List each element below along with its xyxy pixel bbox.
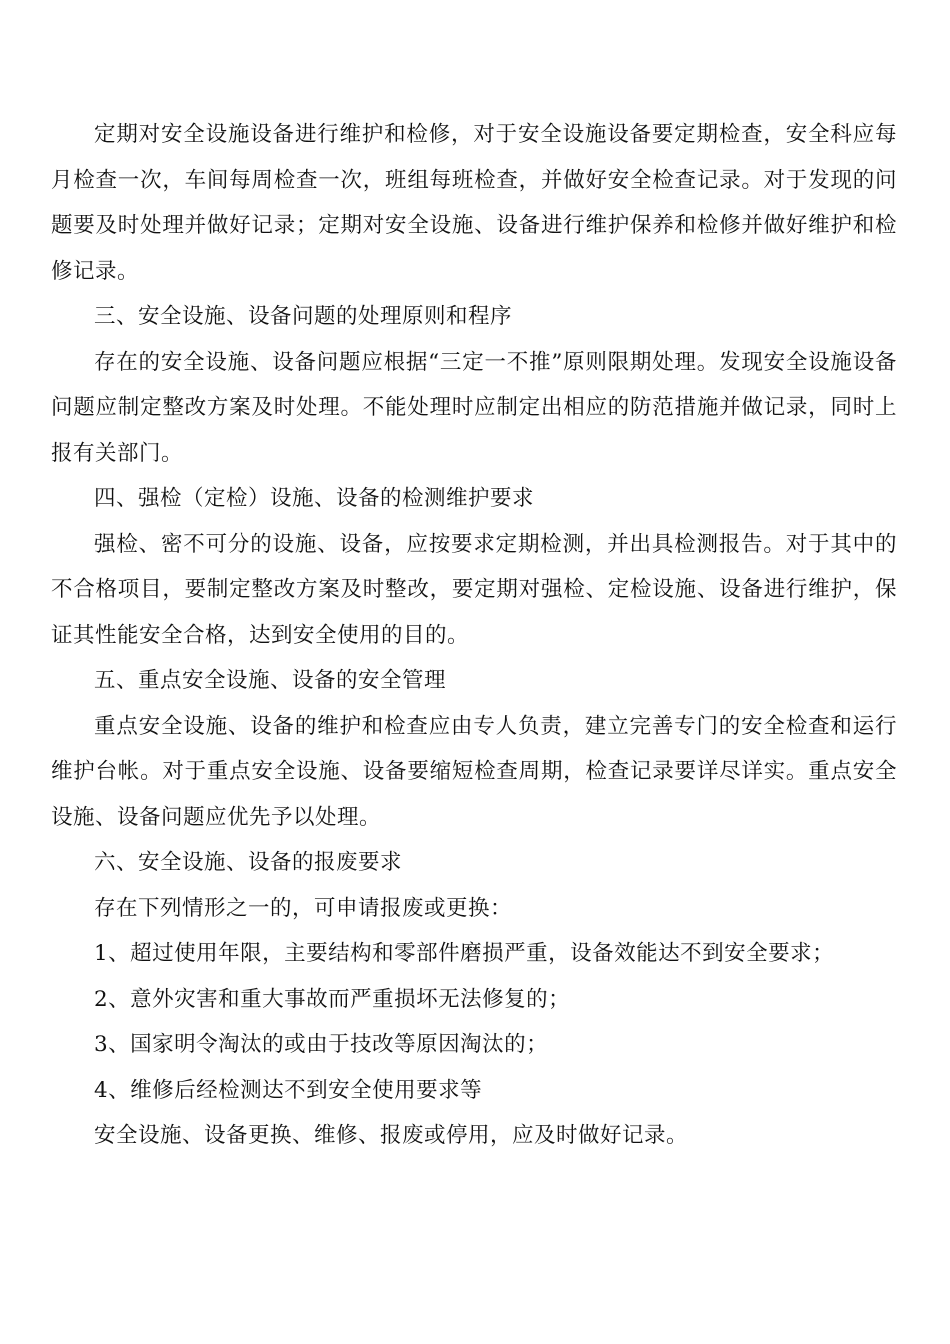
paragraph-inspection: 强检、密不可分的设施、设备，应按要求定期检测，并出具检测报告。对于其中的不合格项目，要制定整改方案及时整改，要定期对强检、定检设施、设备进行维护，保证其性能安全合格，达到安全使用的目的。	[51, 531, 897, 648]
paragraph-maintenance: 定期对安全设施设备进行维护和检修，对于安全设施设备要定期检查，安全科应每月检查一次，车间每周检查一次，班组每班检查，并做好安全检查记录。对于发现的问题要及时处理并做好记录；定期对安全设施、设备进行维护保养和检修并做好维护和检修记录。	[51, 122, 897, 284]
paragraph-key-equipment: 重点安全设施、设备的维护和检查应由专人负责，建立完善专门的安全检查和运行维护台帐。对于重点安全设施、设备要缩短检查周期，检查记录要详尽详实。重点安全设施、设备问题应优先予以处理。	[51, 713, 897, 830]
section-heading-5: 五、重点安全设施、设备的安全管理	[94, 668, 447, 693]
paragraph-closing: 安全设施、设备更换、维修、报废或停用，应及时做好记录。	[94, 1123, 689, 1148]
document-body	[51, 112, 897, 1159]
paragraph-problem-handling: 存在的安全设施、设备问题应根据“三定一不推”原则限期处理。发现安全设施设备问题应制定整改方案及时处理。不能处理时应制定出相应的防范措施并做记录，同时上报有关部门。	[51, 349, 897, 466]
list-item: 3、国家明令淘汰的或由于技改等原因淘汰的；	[94, 1032, 549, 1057]
section-heading-6: 六、安全设施、设备的报废要求	[94, 850, 403, 875]
list-item: 2、意外灾害和重大事故而严重损坏无法修复的；	[94, 986, 571, 1012]
list-item: 1、超过使用年限，主要结构和零部件磨损严重，设备效能达不到安全要求；	[94, 941, 835, 966]
list-item: 4、维修后经检测达不到安全使用要求等	[94, 1077, 483, 1103]
section-heading-4: 四、强检（定检）设施、设备的检测维护要求	[94, 486, 535, 511]
paragraph-scrap-intro: 存在下列情形之一的，可申请报废或更换：	[94, 895, 513, 921]
section-heading-3: 三、安全设施、设备问题的处理原则和程序	[94, 304, 513, 329]
